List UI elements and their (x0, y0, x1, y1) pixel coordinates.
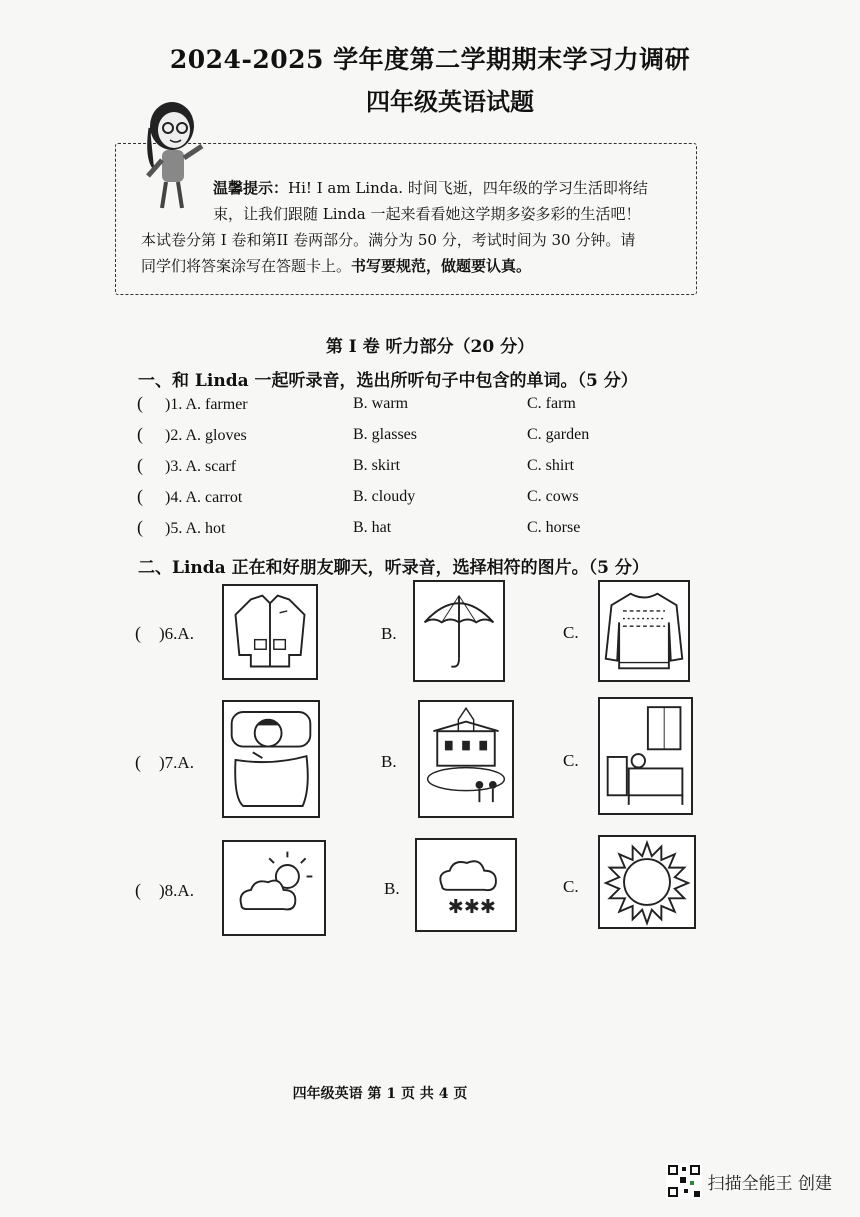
q6-option-b: B. (381, 624, 397, 643)
school-picture[interactable] (418, 700, 514, 818)
q8-option-c: C. (563, 877, 579, 896)
answer-blank-2[interactable]: )2. A. gloves (165, 427, 247, 444)
exam-subtitle: 四年级英语试题 (366, 87, 534, 116)
q7-option-b: B. (381, 752, 397, 771)
sunny-picture[interactable] (598, 835, 696, 929)
section1-title: 一、和 Linda 一起听录音，选出所听句子中包含的单词。（5 分） (138, 371, 638, 391)
q3-option-b: B. skirt (353, 457, 401, 474)
q7-option-c: C. (563, 751, 579, 770)
q1-option-b: B. warm (353, 395, 409, 412)
linda-cartoon (132, 98, 212, 216)
question-1: ( )1. A. farmer (137, 393, 248, 413)
jacket-picture[interactable] (222, 584, 318, 680)
qr-code-icon (666, 1163, 702, 1199)
answer-blank-1[interactable]: )1. A. farmer (165, 396, 248, 413)
answer-blank-5[interactable]: )5. A. hot (165, 520, 226, 537)
page-footer: 四年级英语 第 1 页 共 4 页 (292, 1086, 468, 1102)
umbrella-picture[interactable] (413, 580, 505, 682)
q5-option-c: C. horse (527, 519, 581, 536)
tip-line-2: 束，让我们跟随 Linda 一起来看看她这学期多姿多彩的生活吧！ (213, 205, 641, 223)
q5-option-b: B. hat (353, 519, 392, 536)
q3-option-c: C. shirt (527, 457, 575, 474)
tip-line-4: 同学们将答案涂写在答题卡上。书写要规范，做题要认真。 (141, 257, 532, 275)
question-7: ( )7.A. (135, 752, 194, 772)
exam-title: 2024-2025 学年度第二学期期末学习力调研 (169, 45, 691, 74)
answer-blank-4[interactable]: )4. A. carrot (165, 489, 243, 506)
answer-blank-6[interactable]: )6.A. (159, 624, 194, 643)
tip-label: 温馨提示： (213, 179, 289, 197)
cloudy-picture[interactable] (222, 840, 326, 936)
q8-option-b: B. (384, 879, 400, 898)
camscanner-watermark: 扫描全能王 创建 (666, 1163, 832, 1199)
question-3: ( )3. A. scarf (137, 455, 237, 475)
svg-text:✱✱✱: ✱✱✱ (447, 894, 496, 918)
bedroom-picture[interactable] (598, 697, 693, 815)
sick-in-bed-picture[interactable] (222, 700, 320, 818)
question-4: ( )4. A. carrot (137, 486, 243, 506)
q4-option-b: B. cloudy (353, 488, 416, 505)
question-8: ( )8.A. (135, 880, 194, 900)
q2-option-b: B. glasses (353, 426, 417, 443)
part1-title: 第 I 卷 听力部分（20 分） (325, 337, 535, 357)
answer-blank-8[interactable]: )8.A. (159, 881, 194, 900)
q1-option-c: C. farm (527, 395, 576, 412)
tip-line-1: 温馨提示：Hi! I am Linda. 时间飞逝，四年级的学习生活即将结 (213, 179, 648, 197)
tip-line-3: 本试卷分第 I 卷和第II 卷两部分。满分为 50 分，考试时间为 30 分钟。请 (141, 231, 636, 249)
question-6: ( )6.A. (135, 623, 194, 643)
sweater-picture[interactable] (598, 580, 690, 682)
answer-blank-3[interactable]: )3. A. scarf (165, 458, 237, 475)
question-5: ( )5. A. hot (137, 517, 226, 537)
snowy-picture[interactable] (415, 838, 517, 932)
section2-title: 二、Linda 正在和好朋友聊天，听录音，选择相符的图片。（5 分） (138, 558, 649, 578)
q2-option-c: C. garden (527, 426, 590, 443)
answer-blank-7[interactable]: )7.A. (159, 753, 194, 772)
question-2: ( )2. A. gloves (137, 424, 247, 444)
q4-option-c: C. cows (527, 488, 579, 505)
q6-option-c: C. (563, 623, 579, 642)
